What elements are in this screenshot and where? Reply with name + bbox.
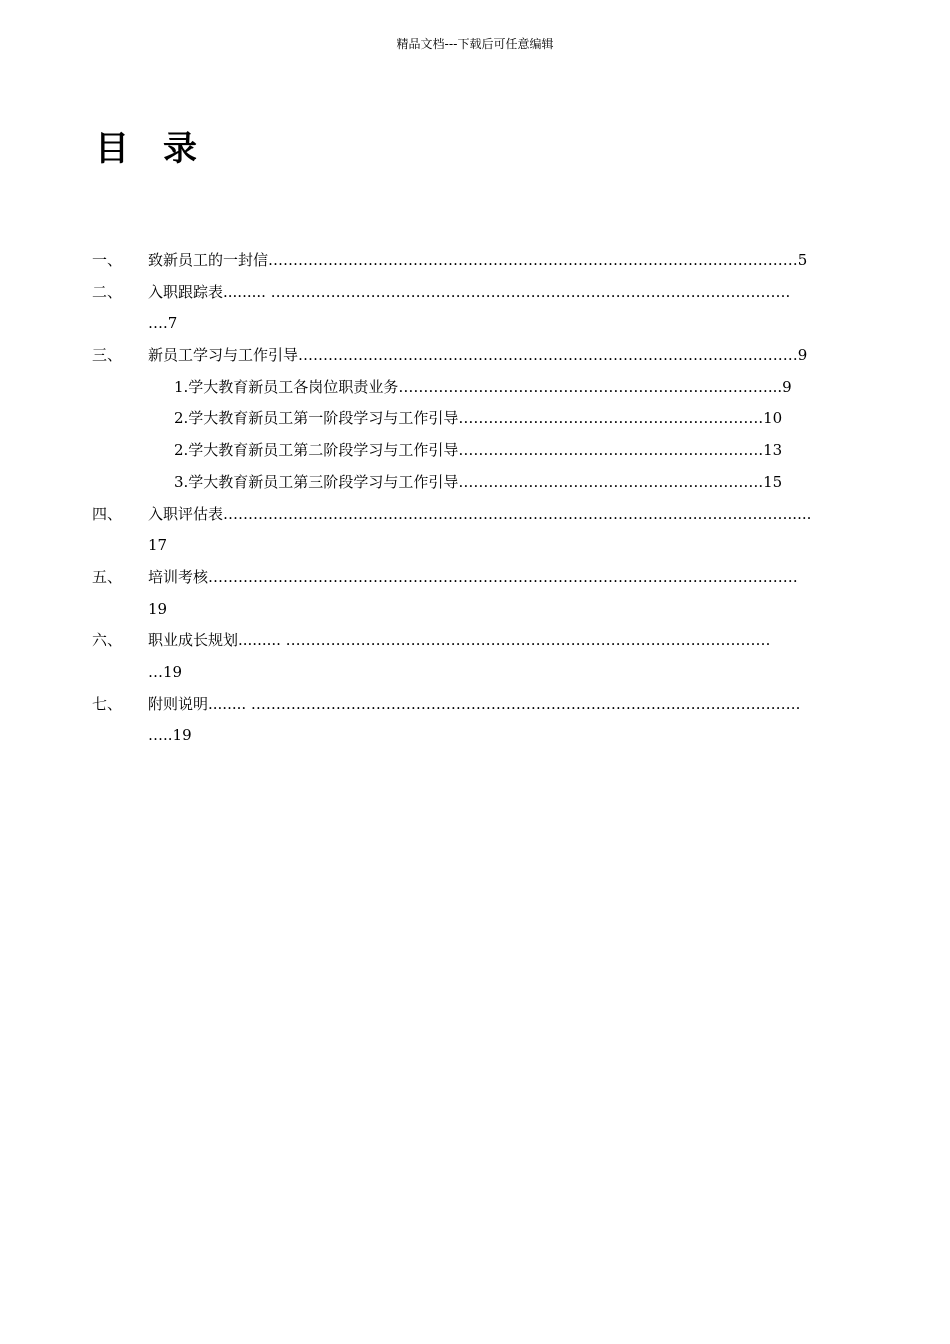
toc-entry-text: 入职跟踪表......... …………………………………………………………………………….…………….	[148, 282, 791, 301]
toc-entry-page: 19	[148, 599, 168, 618]
toc-entry-page: 17	[148, 536, 168, 555]
toc-entry-text: 入职评估表…………………………………………………………………………….…….……………….....	[148, 504, 812, 523]
toc-entry-number: 二、	[92, 282, 123, 301]
toc-subentry-3-2[interactable]	[0, 403, 950, 435]
toc-entry-2[interactable]	[0, 277, 950, 309]
toc-entry-4-continued	[0, 530, 950, 562]
toc-entry-5[interactable]	[0, 562, 950, 594]
toc-entry-page: …19	[148, 662, 183, 681]
toc-entry-number: 一、	[92, 251, 123, 269]
page-title	[95, 126, 197, 172]
toc-entry-6[interactable]	[0, 625, 950, 657]
toc-entry-number: 三、	[92, 346, 123, 365]
toc-entry-2-continued	[0, 308, 950, 340]
toc-entry-number: 六、	[92, 631, 123, 650]
toc-subentry-text: 2.学大教育新员工第一阶段学习与工作引导…………………………………………………….10	[174, 409, 783, 428]
toc-subentry-3-3[interactable]	[0, 435, 950, 467]
toc-subentry-text: 1.学大教育新员工各岗位职责业务………………………………………………………..………...9	[174, 377, 792, 396]
table-of-contents	[0, 245, 950, 752]
toc-subentry-text: 2.学大教育新员工第二阶段学习与工作引导…………………………………………………….13	[174, 441, 783, 460]
toc-entry-7[interactable]	[0, 689, 950, 721]
toc-entry-number: 四、	[92, 504, 123, 523]
toc-entry-page: ….7	[148, 314, 178, 333]
toc-entry-3[interactable]	[0, 340, 950, 372]
title-char-1: 目	[95, 129, 129, 169]
toc-entry-number: 七、	[92, 694, 123, 713]
toc-entry-5-continued	[0, 594, 950, 626]
toc-entry-page: …..19	[148, 726, 192, 745]
title-char-2: 录	[163, 129, 197, 169]
toc-entry-text: 新员工学习与工作引导……………………………………………………………………………….………9	[148, 346, 808, 365]
toc-subentry-3-4[interactable]	[0, 467, 950, 499]
toc-entry-7-continued	[0, 720, 950, 752]
toc-subentry-3-1[interactable]	[0, 372, 950, 404]
toc-entry-text: 培训考核………………………………………………………………………….……………………………	[148, 567, 798, 586]
toc-entry-1[interactable]	[0, 245, 950, 277]
toc-entry-4[interactable]	[0, 499, 950, 531]
toc-entry-text: 致新员工的一封信…………………………………………………………………………….………………5	[148, 251, 808, 269]
page-header: 精品文档---下载后可任意编辑	[396, 37, 554, 51]
toc-entry-number: 五、	[92, 567, 123, 586]
toc-entry-6-continued	[0, 657, 950, 689]
toc-entry-text: 附则说明........ ………………………………………………………………………….…………………….	[148, 694, 801, 713]
toc-subentry-text: 3.学大教育新员工第三阶段学习与工作引导…………………………………………………….15	[174, 472, 783, 491]
toc-entry-text: 职业成长规划......... ………………………………………………………………………….…………	[148, 631, 771, 650]
